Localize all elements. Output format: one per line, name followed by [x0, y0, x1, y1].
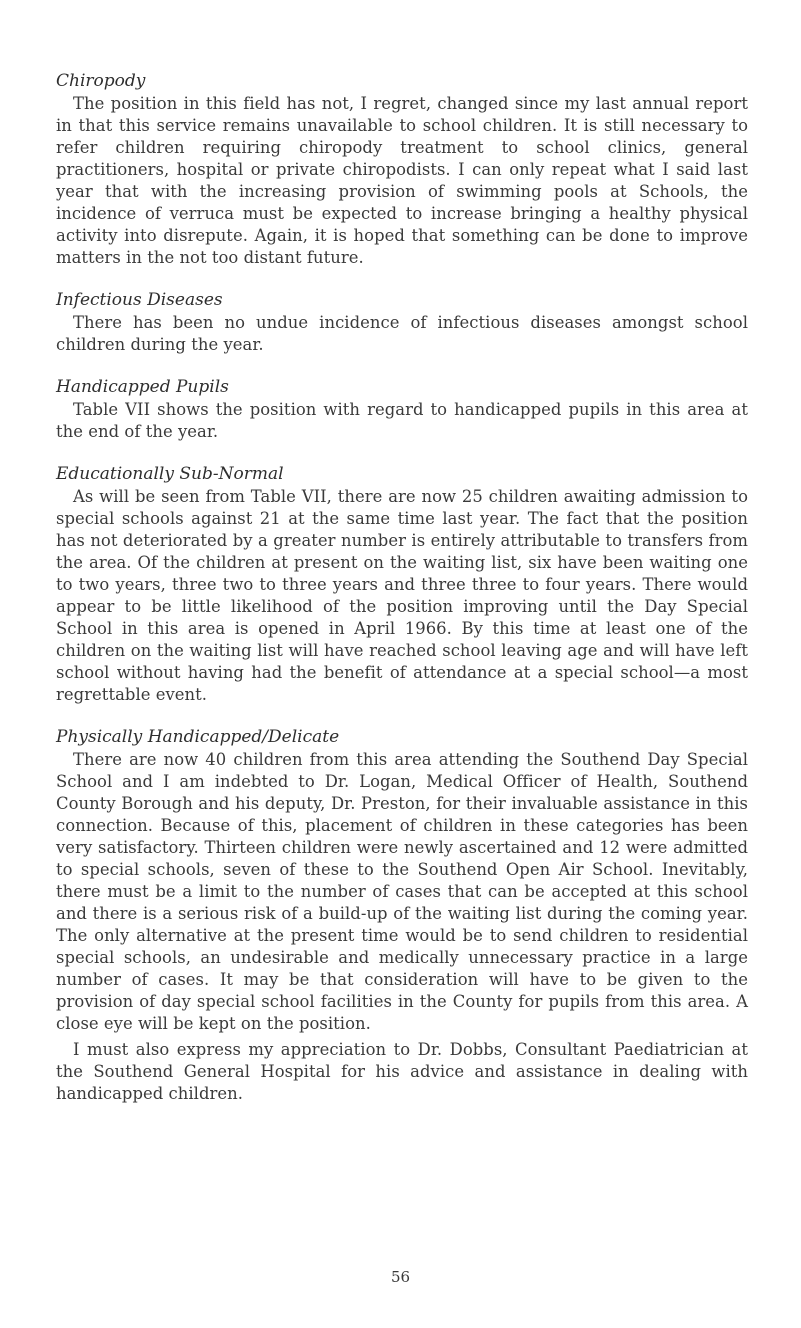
section-chiropody: [56, 70, 748, 269]
section-heading: Handicapped Pupils: [56, 377, 229, 397]
section-paragraph: There has been no undue incidence of infectious diseases amongst school children during the year.: [56, 313, 748, 354]
section-heading: Infectious Diseases: [56, 290, 223, 310]
page-number: 56: [390, 1268, 411, 1286]
section-paragraph: Table VII shows the position with regard to handicapped pupils in this area at the end of the year.: [56, 400, 748, 441]
section-handicapped-pupils: [56, 376, 748, 443]
section-paragraph: I must also express my appreciation to Dr. Dobbs, Consultant Paediatrician at the Southend General Hospital for his advice and assistance in dealing with handicapped children.: [56, 1040, 748, 1103]
section-paragraph: As will be seen from Table VII, there are now 25 children awaiting admission to special schools against 21 at the same time last year. The fact that the position has not deteriorated by a greater number is entirely attributable to transfers from the area. Of the children at present on the waiting list, six have been waiting one to two years, three two to three years and three three to four years. There would appear to be little likelihood of the position improving until the Day Special School in this area is opened in April 1966. By this time at least one of the children on the waiting list will have reached school leaving age and will have left school without having had the benefit of attendance at a special school—a most regrettable event.: [56, 487, 748, 704]
section-educationally-sub-normal: [56, 463, 748, 706]
document-page: [56, 70, 748, 1125]
section-physically-handicapped-delicate: [56, 726, 748, 1105]
section-heading: Physically Handicapped/Delicate: [56, 727, 340, 747]
section-paragraph: There are now 40 children from this area attending the Southend Day Special School and I am indebted to Dr. Logan, Medical Officer of Health, Southend County Borough and his deputy, Dr. Preston, for their invaluable assistance in this connection. Because of this, placement of children in these categories has been very satisfactory. Thirteen children were newly ascertained and 12 were admitted to special schools, seven of these to the Southend Open Air School. Inevitably, there must be a limit to the number of cases that can be accepted at this school and there is a serious risk of a build-up of the waiting list during the coming year. The only alternative at the present time would be to send children to residential special schools, an undesirable and medically unnecessary practice in a large number of cases. It may be that consideration will have to be given to the provision of day special school facilities in the County for pupils from this area. A close eye will be kept on the position.: [56, 750, 748, 1033]
section-heading: Educationally Sub-Normal: [56, 464, 284, 484]
section-infectious-diseases: [56, 289, 748, 356]
section-paragraph: The position in this field has not, I regret, changed since my last annual report in that this service remains unavailable to school children. It is still necessary to refer children requiring chiropody treatment to school clinics, general practitioners, hospital or private chiropodists. I can only repeat what I said last year that with the increasing provision of swimming pools at Schools, the incidence of verruca must be expected to increase bringing a healthy physical activity into disrepute. Again, it is hoped that something can be done to improve matters in the not too distant future.: [56, 94, 748, 267]
section-heading: Chiropody: [56, 71, 146, 91]
